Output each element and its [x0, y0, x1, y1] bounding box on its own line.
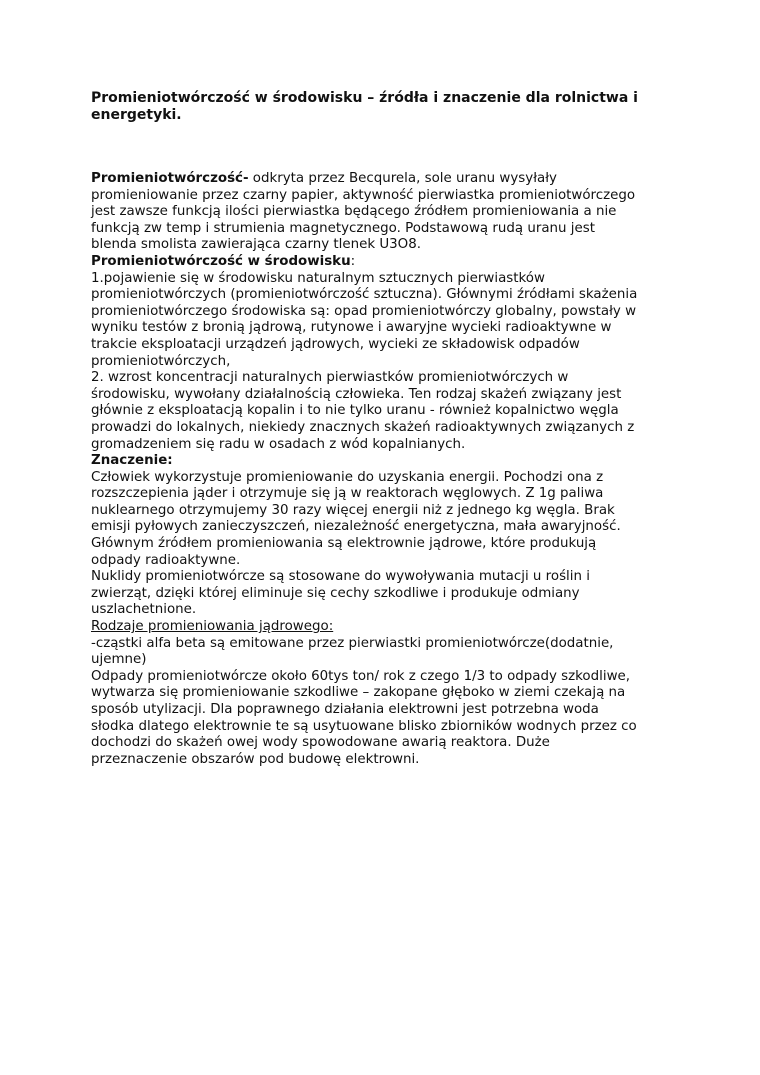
radiation-line: wytwarza się promieniowanie szkodliwe – zakopane głęboko w ziemi czekają na	[91, 685, 626, 701]
title-line-2: energetyki.	[91, 107, 182, 123]
significance-line: Głównym źródłem promieniowania są elektrownie jądrowe, które produkują	[91, 536, 597, 552]
significance-line: odpady radioaktywne.	[91, 552, 241, 568]
significance-line: uszlachetnione.	[91, 602, 197, 618]
env-line: trakcie eksploatacji urządzeń jądrowych, wycieki ze składowisk odpadów	[91, 336, 580, 352]
significance-line: rozszczepienia jąder i otrzymuje się ją w reaktorach węglowych. Z 1g paliwa	[91, 486, 604, 502]
title-line-1: Promieniotwórczość w środowisku – źródła i znaczenie dla rolnictwa i	[91, 90, 638, 106]
env-heading: Promieniotwórczość w środowisku	[91, 253, 351, 269]
intro-line: funkcją zw temp i strumienia magnetycznego. Podstawową rudą uranu jest	[91, 220, 595, 236]
significance-line: zwierząt, dzięki której eliminuje się cechy szkodliwe i produkuje odmiany	[91, 585, 580, 601]
env-heading-colon: :	[350, 253, 356, 269]
significance-heading: Znaczenie:	[91, 453, 173, 469]
env-line: gromadzeniem się radu w osadach z wód kopalnianych.	[91, 436, 466, 452]
env-heading-line	[91, 254, 681, 271]
env-line: wyniku testów z bronią jądrową, rutynowe i awaryjne wycieki radioaktywne w	[91, 320, 612, 336]
radiation-line: sposób utylizacji. Dla poprawnego działania elektrowni jest potrzebna woda	[91, 702, 599, 717]
significance-line: nuklearnego otrzymujemy 30 razy więcej energii niż z jednego kg węgla. Brak	[91, 502, 615, 518]
env-line: 2. wzrost koncentracji naturalnych pierwiastków promieniotwórczych w	[91, 370, 569, 386]
document-body	[91, 171, 681, 768]
intro-line: jest zawsze funkcją ilości pierwiastka będącego źródłem promieniowania a nie	[91, 204, 617, 220]
intro-line-1	[91, 171, 681, 188]
significance-line: Nuklidy promieniotwórcze są stosowane do wywoływania mutacji u roślin i	[91, 569, 590, 585]
radiation-line: słodka dlatego elektrownie te są usytuowane blisko zbiorników wodnych przez co	[91, 718, 637, 734]
radiation-line: Odpady promieniotwórcze około 60tys ton/ rok z czego 1/3 to odpady szkodliwe,	[91, 668, 631, 684]
env-line: promieniotwórczego środowiska są: opad promieniotwórczy globalny, powstały w	[91, 303, 637, 319]
intro-line: blenda smolista zawierająca czarny tlenek U3O8.	[91, 237, 421, 253]
radiation-line: dochodzi do skażeń owej wody spowodowane awarią reaktora. Duże	[91, 735, 550, 751]
radiation-types-heading: Rodzaje promieniowania jądrowego:	[91, 619, 334, 635]
radiation-line: przeznaczenie obszarów pod budowę elektrowni.	[91, 751, 420, 767]
env-line: promieniotwórczych,	[91, 353, 231, 369]
env-line: głównie z eksploatacją kopalin i to nie tylko uranu - również kopalnictwo węgla	[91, 403, 619, 419]
radiation-heading-line	[91, 619, 681, 636]
document-page	[91, 90, 681, 768]
env-line: środowisku, wywołany działalnością człowieka. Ten rodzaj skażeń związany jest	[91, 386, 622, 402]
intro-heading: Promieniotwórczość-	[91, 171, 249, 186]
intro-line-1-text: odkryta przez Becqurela, sole uranu wysyłały	[248, 171, 557, 186]
radiation-line: ujemne)	[91, 652, 147, 668]
significance-line: Człowiek wykorzystuje promieniowanie do uzyskania energii. Pochodzi ona z	[91, 469, 604, 485]
intro-line: promieniowanie przez czarny papier, aktywność pierwiastka promieniotwórczego	[91, 187, 636, 203]
env-line: promieniotwórczych (promieniotwórczość sztuczna). Głównymi źródłami skażenia	[91, 287, 638, 303]
radiation-line: -cząstki alfa beta są emitowane przez pierwiastki promieniotwórcze(dodatnie,	[91, 635, 614, 651]
significance-line: emisji pyłowych zanieczyszczeń, niezależność energetyczna, mała awaryjność.	[91, 519, 621, 535]
env-line: 1.pojawienie się w środowisku naturalnym sztucznych pierwiastków	[91, 270, 545, 286]
env-line: prowadzi do lokalnych, niekiedy znacznych skażeń radioaktywnych związanych z	[91, 419, 635, 435]
document-title	[91, 90, 681, 124]
